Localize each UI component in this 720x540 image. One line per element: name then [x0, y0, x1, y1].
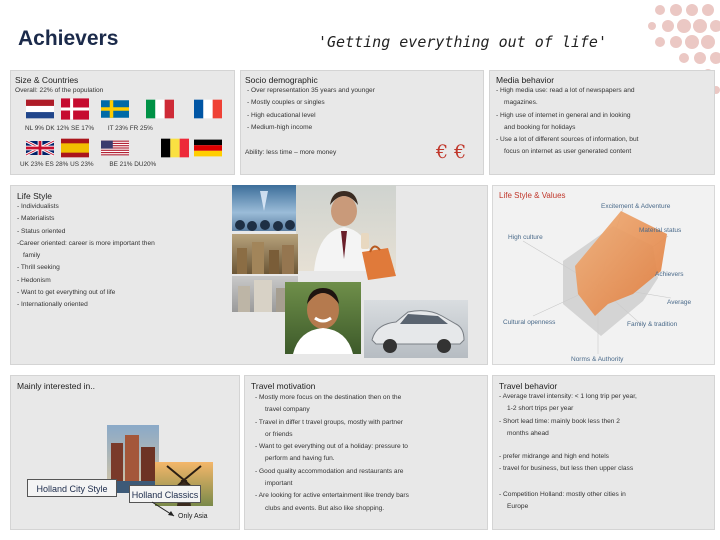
socio-ability: Ability: less time – more money [245, 149, 337, 156]
italy-flag-icon [146, 98, 174, 120]
list-item: - Short lead time: mainly book less then 2 [499, 417, 620, 425]
list-item: - Medium-high income [247, 123, 313, 131]
list-item: months ahead [507, 429, 549, 437]
se-share: SE 17% [70, 125, 95, 132]
behavior-title: Travel behavior [499, 381, 558, 391]
list-item: - Individualists [17, 203, 59, 210]
only-asia-label: Only Asia [178, 513, 208, 520]
germany-flag-icon [194, 137, 222, 159]
axis-label-excitement: Excitement & Adventure [601, 203, 671, 210]
list-item: - Mostly more focus on the destination then on the [255, 394, 402, 401]
denmark-flag-icon [61, 98, 89, 120]
values-chart-box [492, 185, 715, 365]
netherlands-flag-icon [26, 98, 54, 120]
city-photo [232, 234, 298, 274]
spain-flag-icon [61, 137, 89, 159]
us-share: US 23% [70, 161, 94, 168]
car-photo [364, 300, 468, 358]
list-item: - prefer midrange and high end hotels [499, 453, 609, 460]
it-share: IT 23% [107, 125, 128, 132]
socio-list [247, 85, 375, 134]
list-item: - Internationally oriented [17, 301, 88, 309]
list-item: important [265, 480, 293, 488]
interest-title: Mainly interested in.. [17, 381, 95, 391]
list-item: - Thrill seeking [17, 264, 60, 272]
belgium-flag-icon [161, 137, 189, 159]
socio-demographic-box [240, 70, 484, 175]
list-item: clubs and events. But also like shopping. [265, 504, 385, 512]
media-title: Media behavior [496, 75, 555, 85]
list-item: - High educational level [247, 111, 316, 119]
list-item: - Are looking for active entertainment like trendy bars [255, 492, 409, 500]
media-list [496, 85, 638, 159]
concert-photo [232, 185, 298, 231]
be-share: BE 21% [109, 161, 133, 168]
axis-label-highculture: High culture [508, 234, 543, 241]
list-item: - Want to get everything out of life [17, 289, 116, 297]
list-item: - Good quality accommodation and restaurants are [255, 467, 404, 475]
du-share: DU20% [134, 161, 157, 168]
list-item: family [23, 252, 41, 260]
lifestyle-title: Life Style [17, 191, 52, 201]
dk-share: DK 12% [45, 125, 70, 132]
sweden-flag-icon [101, 98, 129, 120]
france-flag-icon [194, 98, 222, 120]
motivation-title: Travel motivation [251, 381, 316, 391]
list-item: perform and having fun. [265, 455, 335, 463]
size-countries-box [10, 70, 235, 175]
list-item: - travel for business, but less then upper class [499, 465, 634, 473]
axis-label-average: Average [667, 299, 692, 306]
list-item: - Mostly couples or singles [247, 99, 325, 107]
list-item: 1-2 short trips per year [507, 405, 574, 413]
list-item: - Use a lot of different sources of information, but [496, 136, 639, 144]
list-item: - Travel in differ t travel groups, mostly with partner [255, 418, 403, 426]
travel-behavior-box [492, 375, 715, 530]
socio-title: Socio demographic [245, 75, 318, 85]
list-item: - Competition Holland: mostly other cities in [499, 491, 626, 498]
list-item: - Average travel intensity: < 1 long trip per year, [499, 393, 637, 400]
behavior-list-3 [499, 489, 626, 514]
list-item: magazines. [504, 99, 538, 107]
values-radar-chart [493, 186, 716, 366]
row1-label [25, 125, 153, 132]
list-item: - Hedonism [17, 276, 51, 284]
list-item: or friends [265, 430, 293, 438]
page-title: Achievers [18, 27, 119, 50]
axis-label-cultural: Cultural openness [503, 319, 556, 326]
es-share: ES 28% [45, 161, 69, 168]
list-item: - High use of internet in general and in looking [496, 111, 631, 119]
axis-label-norms: Norms & Authority [571, 356, 624, 363]
motivation-list [255, 392, 409, 515]
list-item: and booking for holidays [504, 123, 576, 131]
shopping-bag-photo [358, 240, 398, 280]
axis-label-achievers: Achievers [655, 271, 684, 278]
list-item: - High media use: read a lot of newspapers and [496, 87, 635, 94]
euro-icon: € € [436, 141, 467, 163]
list-item: focus on internet as user generated content [504, 148, 632, 156]
uk-flag-icon [26, 137, 54, 159]
size-title: Size & Countries [15, 75, 79, 85]
tagline: 'Getting everything out of life' [318, 33, 607, 51]
smiling-man-photo [285, 282, 361, 354]
holland-city-style-label: Holland City Style [27, 479, 117, 497]
list-item: Europe [507, 503, 529, 511]
axis-label-family: Family & tradition [627, 321, 678, 328]
list-item: - Want to get everything out of a holiday: pressure to [255, 443, 408, 451]
list-item: - Over representation 35 years and younger [247, 87, 375, 94]
arrow-icon [150, 500, 178, 520]
axis-label-material: Material status [639, 227, 682, 234]
travel-motivation-box [244, 375, 488, 530]
uk-share: UK 23% [20, 161, 44, 168]
values-title: Life Style & Values [499, 191, 566, 200]
list-item: -Career oriented: career is more important then [17, 239, 155, 247]
list-item: - Status oriented [17, 227, 66, 235]
row2-label [20, 161, 156, 168]
usa-flag-icon [101, 137, 129, 159]
lifestyle-list [17, 201, 155, 312]
list-item: travel company [265, 406, 310, 414]
fr-share: FR 25% [129, 125, 153, 132]
behavior-list [499, 391, 637, 440]
holland-classics-label: Holland Classics [129, 485, 201, 503]
media-behavior-box [489, 70, 715, 175]
size-overall: Overall: 22% of the population [15, 87, 104, 94]
nl-share: NL 9% [25, 125, 44, 132]
behavior-list-2 [499, 451, 633, 476]
list-item: - Materialists [17, 215, 55, 223]
